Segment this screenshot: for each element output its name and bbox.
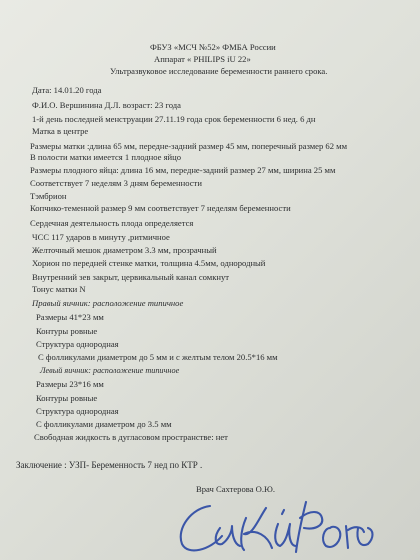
handwritten-signature: [170, 488, 380, 560]
right-ovary-structure: Структура однородная: [36, 339, 119, 349]
yolk-sac: Желточный мешок диаметром 3.3 мм, прозрачный: [32, 245, 217, 255]
conclusion: Заключение : УЗП- Беременность 7 нед по КТР .: [16, 460, 203, 470]
left-ovary-title: Левый яичник: расположение типичное: [40, 366, 180, 375]
device-name: Аппарат « PHILIPS iU 22»: [154, 54, 251, 64]
doctor-name: Врач Сахтерова О.Ю.: [196, 484, 276, 494]
chorion-line: Хорион по передней стенке матки, толщина 4.5мм, однородный: [32, 258, 266, 268]
heart-rate: ЧСС 117 ударов в минуту ,ритмичное: [32, 232, 170, 242]
free-fluid-line: Свободная жидкость в дугласовом пространстве: нет: [34, 432, 228, 442]
left-ovary-contour: Контуры ровные: [36, 393, 98, 403]
lmp-line: 1-й день последней менструации 27.11.19 года срок беременности 6 нед. 6 дн: [32, 114, 316, 124]
patient-line: Ф.И.О. Вершинина Д.Л. возраст: 23 года: [32, 100, 181, 110]
date-line: Дата: 14.01.20 года: [32, 85, 102, 95]
right-ovary-title: Правый яичник: расположение типичное: [32, 298, 184, 308]
right-ovary-follicles: С фолликулами диаметром до 5 мм и с желтым телом 20.5*16 мм: [38, 352, 278, 362]
egg-size: Размеры плодного яйца: длина 16 мм, передне-задний размер 27 мм, ширина 25 мм: [30, 165, 336, 175]
left-ovary-size: Размеры 23*16 мм: [36, 379, 104, 389]
right-ovary-size: Размеры 41*23 мм: [36, 312, 104, 322]
left-ovary-follicles: С фолликулами диаметром до 3.5 мм: [36, 419, 172, 429]
embryo-label: Тэмбрион: [30, 191, 67, 201]
crl-line: Копчико-теменной размер 9 мм соответствует 7 неделям беременности: [30, 203, 291, 213]
egg-term: Соответствует 7 неделям 3 дням беременности: [30, 178, 202, 188]
uterus-size: Размеры матки :длина 65 мм, передне-задний размер 45 мм, поперечный размер 62 мм: [30, 141, 348, 151]
report-title: Ультразвуковое исследование беременности раннего срока.: [110, 66, 328, 76]
org-name: ФБУЗ «МСЧ №52» ФМБА России: [150, 42, 276, 52]
right-ovary-contour: Контуры ровные: [36, 326, 98, 336]
heart-line: Сердечная деятельность плода определяется: [30, 218, 194, 228]
tonus-line: Тонус матки N: [32, 284, 86, 294]
left-ovary-structure: Структура однородная: [36, 406, 119, 416]
uterus-position: Матка в центре: [32, 126, 89, 136]
os-line: Внутренний зев закрыт, цервикальный канал сомкнут: [32, 272, 230, 282]
uterus-cavity: В полости матки имеется 1 плодное яйцо: [30, 152, 182, 162]
